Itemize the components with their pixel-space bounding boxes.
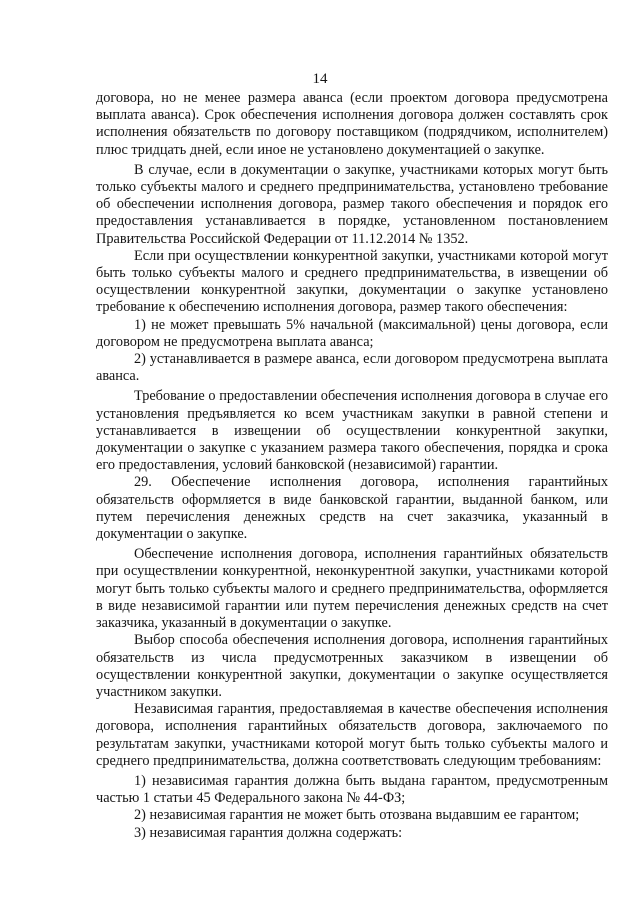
list-item: 1) независимая гарантия должна быть выдана гарантом, предусмотренным частью 1 статьи 45 Федерального закона № 44-ФЗ; (96, 772, 608, 807)
paragraph: Если при осуществлении конкурентной закупки, участниками которой могут быть только субъекты малого и среднего предпринимательства, в извещении об осуществлении конкурентной закупки, документации о закупке установлено требование к обеспечению исполнения договора, размер такого обеспечения: (96, 247, 608, 316)
list-item: 3) независимая гарантия должна содержать: (134, 824, 403, 841)
paragraph: В случае, если в документации о закупке, участниками которых могут быть только субъекты малого и среднего предпринимательства, установлено требование об обеспечении исполнения договора, размер такого обеспечения и порядок его предоставления устанавливается в порядке, установленном постановлением Правительства Российской Федерации от 11.12.2014 № 1352. (96, 161, 608, 247)
paragraph: Выбор способа обеспечения исполнения договора, исполнения гарантийных обязательств из числа предусмотренных заказчиком в извещении об осуществлении конкурентной закупки, документации о закупке осуществляется участником закупки. (96, 632, 608, 700)
section-paragraph: 29. Обеспечение исполнения договора, исполнения гарантийных обязательств оформляется в виде банковской гарантии, выданной банком, или путем перечисления денежных средств на счет заказчика, указанный в документации о закупке. (96, 474, 608, 543)
list-item: 2) независимая гарантия не может быть отозвана выдавшим ее гарантом; (134, 807, 580, 824)
paragraph: Обеспечение исполнения договора, исполнения гарантийных обязательств при осуществлении конкурентной, неконкурентной закупки, участниками которой могут быть только субъекты малого и среднего предпринимательства, оформляется в виде независимой гарантии или путем перечисления денежных средств на счет заказчика, указанный в документации о закупке. (96, 546, 608, 632)
list-item: 1) не может превышать 5% начальной (максимальной) цены договора, если договором не предусмотрена выплата аванса; (96, 316, 608, 350)
paragraph: Независимая гарантия, предоставляемая в качестве обеспечения исполнения договора, исполнения гарантийных обязательств договора, заключаемого по результатам закупки, участниками которой могут быть только субъекты малого и среднего предпринимательства, должна соответствовать следующим требованиям: (96, 701, 608, 769)
document-body (96, 90, 608, 842)
page-number: 14 (312, 71, 328, 87)
paragraph: договора, но не менее размера аванса (если проектом договора предусмотрена выплата аванса). Срок обеспечения исполнения договора должен составлять срок исполнения обязательств по договору поставщиком (подрядчиком, исполнителем) плюс тридцать дней, если иное не установлено документацией о закупке. (96, 90, 608, 158)
list-item: 2) устанавливается в размере аванса, если договором предусмотрена выплата аванса. (96, 351, 608, 385)
paragraph: Требование о предоставлении обеспечения исполнения договора в случае его установления предъявляется ко всем участникам закупки в равной степени и устанавливается в извещении об осуществлении конкурентной закупки, документации о закупке с указанием размера такого обеспечения, порядка и срока его предоставления, условий банковской (независимой) гарантии. (96, 388, 608, 474)
